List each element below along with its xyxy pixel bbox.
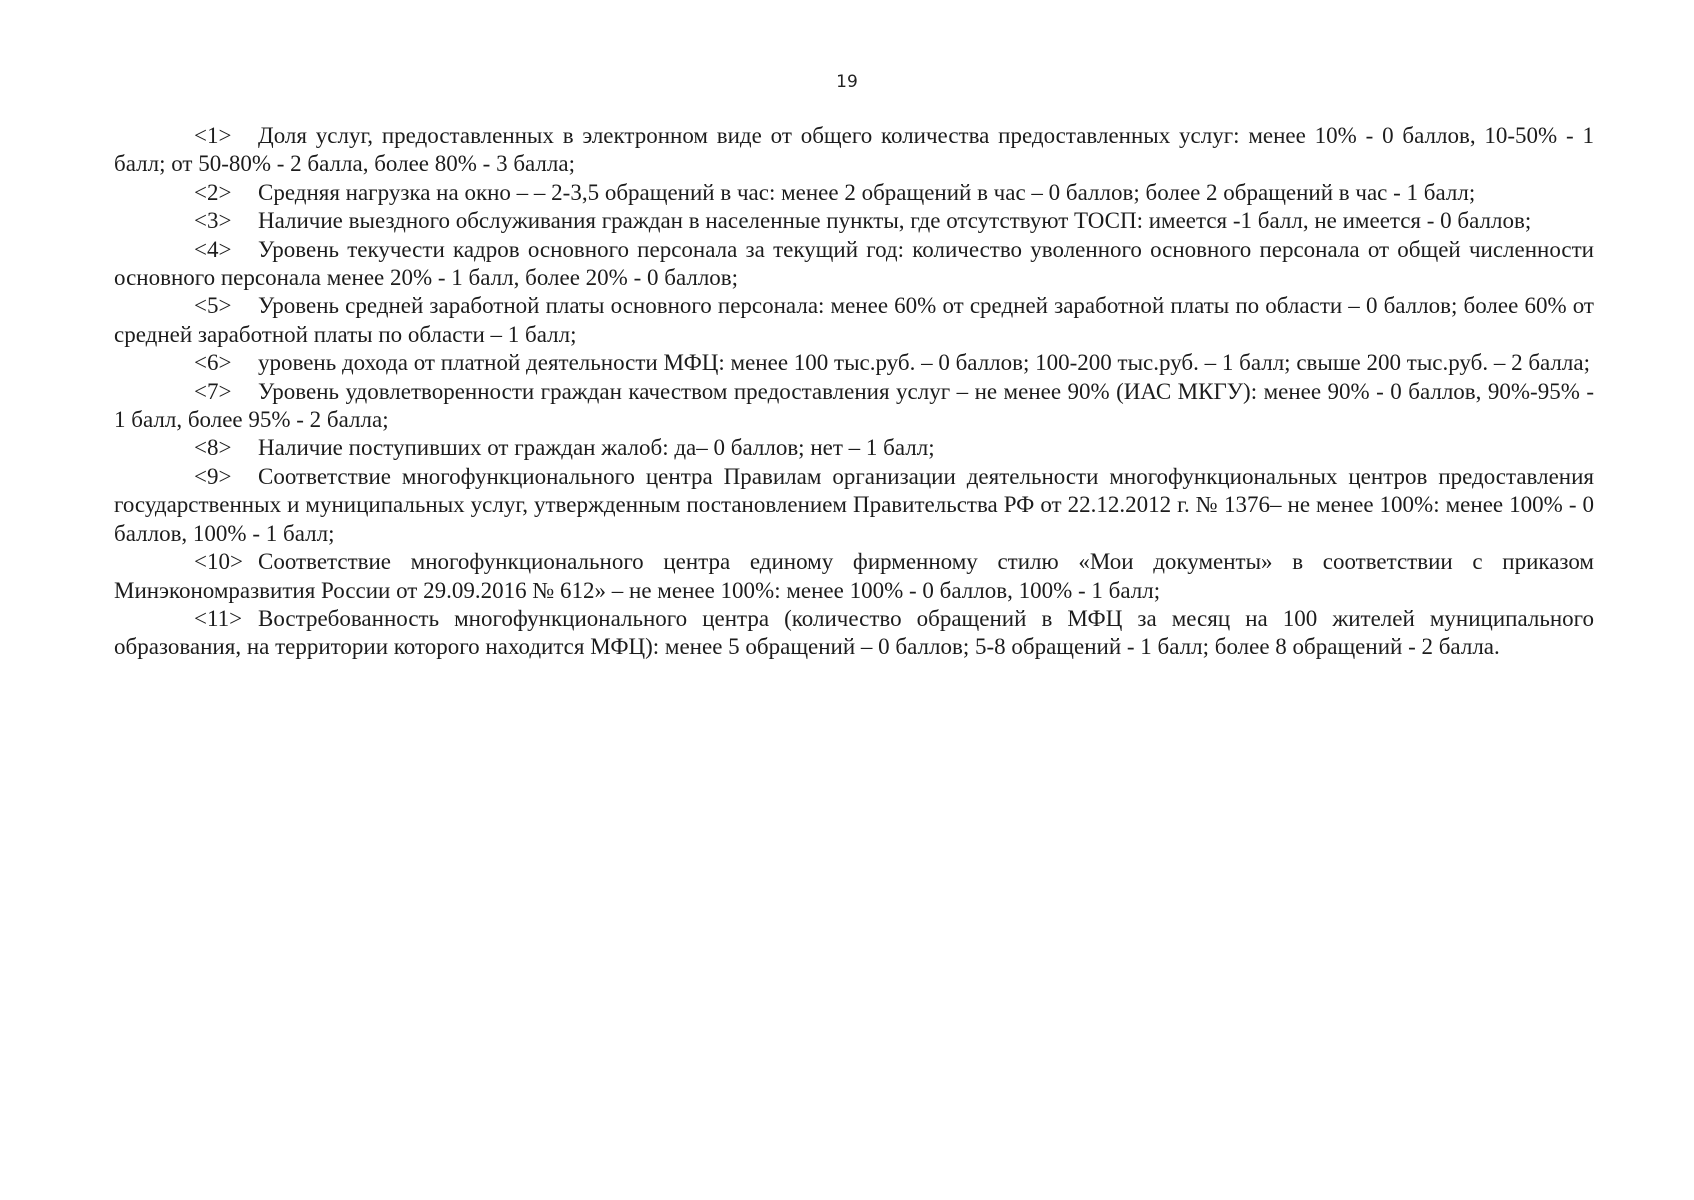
footnote-marker: <2> bbox=[194, 179, 232, 205]
footnote-text: Соответствие многофункционального центра Правилам организации деятельности многофункциональных центров предоставления государственных и муниципальных услуг, утвержденным постановлением Правительства РФ от 22.12.2012 г. № 1376– не менее 100%: менее 100% - 0 баллов, 100% - 1 балл; bbox=[114, 463, 1594, 546]
footnote-marker: <3> bbox=[194, 208, 232, 234]
footnote-marker: <11> bbox=[194, 605, 243, 631]
footnote-2 bbox=[114, 179, 1594, 207]
footnote-marker: <1> bbox=[194, 123, 232, 148]
footnote-text: Уровень удовлетворенности граждан качеством предоставления услуг – не менее 90% (ИАС МКГУ): менее 90% - 0 баллов, 90%-95% - 1 балл, более 95% - 2 балла; bbox=[114, 378, 1594, 433]
footnote-marker: <6> bbox=[194, 350, 232, 376]
footnote-marker: <7> bbox=[194, 378, 232, 404]
footnote-5 bbox=[114, 292, 1594, 349]
footnote-marker: <5> bbox=[194, 293, 232, 319]
footnote-4 bbox=[114, 236, 1594, 293]
footnote-text: Наличие выездного обслуживания граждан в населенные пункты, где отсутствуют ТОСП: имеется -1 балл, не имеется - 0 баллов; bbox=[258, 208, 1532, 234]
footnote-text: Уровень текучести кадров основного персонала за текущий год: количество уволенного основного персонала от общей численности основного персонала менее 20% - 1 балл, более 20% - 0 баллов; bbox=[114, 236, 1594, 291]
footnote-text: Доля услуг, предоставленных в электронном виде от общего количества предоставленных услуг: менее 10% - 0 баллов, 10-50% - 1 балл; от 50-80% - 2 балла, более 80% - 3 балла; bbox=[114, 123, 1594, 177]
footnote-text: Востребованность многофункционального центра (количество обращений в МФЦ за месяц на 100 жителей муниципального образования, на территории которого находится МФЦ): менее 5 обращений – 0 баллов; 5-8 обращений - 1 балл; более 8 обращений - 2 балла. bbox=[114, 605, 1594, 660]
footnote-3 bbox=[114, 207, 1594, 235]
footnote-marker: <4> bbox=[194, 236, 232, 262]
footnote-text: Наличие поступивших от граждан жалоб: да– 0 баллов; нет – 1 балл; bbox=[258, 435, 935, 461]
footnote-8 bbox=[114, 434, 1594, 462]
footnote-text: Уровень средней заработной платы основного персонала: менее 60% от средней заработной платы по области – 0 баллов; более 60% от средней заработной платы по области – 1 балл; bbox=[114, 293, 1594, 347]
footnote-10 bbox=[114, 548, 1594, 605]
footnote-1 bbox=[114, 122, 1594, 179]
footnote-text: Средняя нагрузка на окно – – 2-3,5 обращений в час: менее 2 обращений в час – 0 баллов; более 2 обращений в час - 1 балл; bbox=[258, 179, 1476, 205]
footnote-11 bbox=[114, 605, 1594, 662]
page-number: 19 bbox=[836, 72, 858, 92]
footnote-text: уровень дохода от платной деятельности МФЦ: менее 100 тыс.руб. – 0 баллов; 100-200 тыс.руб. – 1 балл; свыше 200 тыс.руб. – 2 балла; bbox=[258, 350, 1590, 376]
footnote-6 bbox=[114, 349, 1594, 377]
footnote-marker: <10> bbox=[194, 549, 243, 575]
footnote-marker: <8> bbox=[194, 435, 232, 461]
footnote-9 bbox=[114, 463, 1594, 548]
footnote-marker: <9> bbox=[194, 463, 232, 489]
footnotes-list bbox=[114, 122, 1594, 662]
footnote-7 bbox=[114, 378, 1594, 435]
footnote-text: Соответствие многофункционального центра единому фирменному стилю «Мои документы» в соответствии с приказом Минэкономразвития России от 29.09.2016 № 612» – не менее 100%: менее 100% - 0 баллов, 100% - 1 балл; bbox=[114, 549, 1594, 603]
